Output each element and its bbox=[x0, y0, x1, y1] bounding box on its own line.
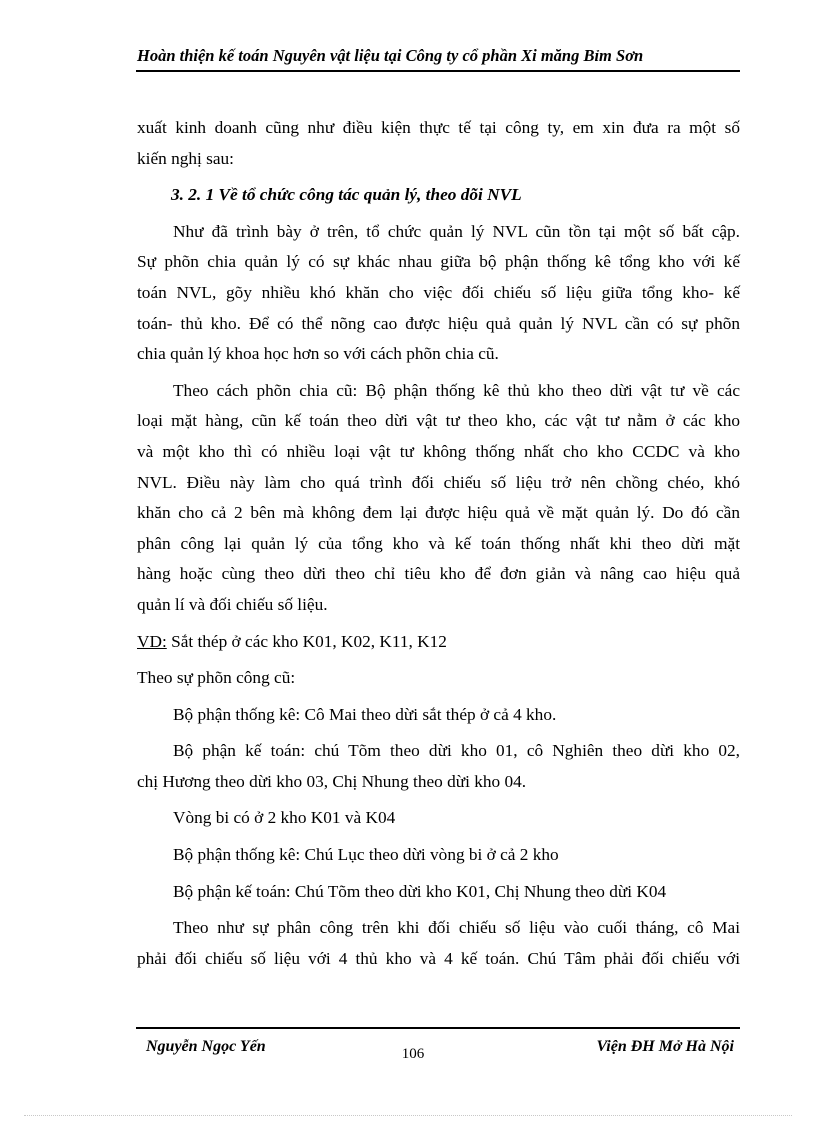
body-text bbox=[137, 113, 740, 974]
text-line: hàng hoặc cùng theo dừi theo chỉ tiêu kho để đơn giản và nâng cao hiệu quả bbox=[137, 564, 740, 584]
text-line: NVL. Điều này làm cho quá trình đối chiếu số liệu trở nên chồng chéo, khó bbox=[137, 472, 740, 492]
page-bottom-border bbox=[24, 1115, 792, 1116]
text-line: chị Hương theo dừi kho 03, Chị Nhung theo dừi kho 04. bbox=[137, 771, 527, 791]
footer-rule bbox=[136, 1027, 740, 1029]
section-heading: 3. 2. 1 Về tổ chức công tác quản lý, theo dõi NVL bbox=[171, 185, 522, 205]
intro-paragraph bbox=[137, 113, 740, 174]
header-rule bbox=[136, 70, 740, 72]
accounting-bearing-line: Bộ phận kế toán: Chú Tõm theo dừi kho K01, Chị Nhung theo dừi K04 bbox=[173, 881, 667, 901]
text-line: Theo như sự phân công trên khi đối chiếu số liệu vào cuối tháng, cô Mai bbox=[173, 918, 740, 938]
paragraph-organization-issues bbox=[137, 217, 740, 370]
text-line: phải đối chiếu số liệu với 4 thủ kho và 4 kế toán. Chú Tâm phải đối chiếu với bbox=[137, 948, 740, 968]
text-line: kiến nghị sau: bbox=[137, 148, 234, 168]
text-line: loại mặt hàng, cũn kế toán theo dừi vật tư theo kho, các vật tư nằm ở các kho bbox=[137, 411, 740, 431]
text-line: Như đã trình bày ở trên, tổ chức quản lý NVL cũn tồn tại một số bất cập. bbox=[173, 221, 740, 241]
text-line: Theo cách phõn chia cũ: Bộ phận thống kê thủ kho theo dừi vật tư về các bbox=[173, 380, 740, 400]
footer-institution: Viện ĐH Mở Hà Nội bbox=[596, 1038, 734, 1055]
page-number: 106 bbox=[401, 1046, 425, 1062]
final-paragraph bbox=[137, 913, 740, 974]
example-line bbox=[137, 627, 740, 658]
stats-bearing-line: Bộ phận thống kê: Chú Lục theo dừi vòng bi ở cả 2 kho bbox=[173, 845, 559, 865]
stats-steel-line: Bộ phận thống kê: Cô Mai theo dừi sắt thép ở cả 4 kho. bbox=[173, 704, 557, 724]
text-line: Bộ phận kế toán: chú Tõm theo dừi kho 01, cô Nghiên theo dừi kho 02, bbox=[173, 741, 740, 761]
text-line: chia quản lý khoa học hơn so với cách phõn chia cũ. bbox=[137, 344, 499, 364]
accounting-steel-paragraph bbox=[137, 736, 740, 797]
text-line: quản lí và đối chiếu số liệu. bbox=[137, 594, 328, 614]
text-line: phân công lại quản lý của tổng kho và kế toán thống nhất khi theo dừi mặt bbox=[137, 533, 740, 553]
text-line: khăn cho cả 2 bên mà không đem lại được hiệu quả về mặt quản lý. Do đó cần bbox=[137, 503, 740, 523]
text-line: và một kho thì có nhiều loại vật tư không thống nhất cho kho CCDC và kho bbox=[137, 441, 740, 461]
text-line: xuất kinh doanh cũng như điều kiện thực tế tại công ty, em xin đưa ra một số bbox=[137, 118, 740, 137]
bearing-line: Vòng bi có ở 2 kho K01 và K04 bbox=[173, 808, 396, 828]
example-label: VD: bbox=[137, 631, 167, 651]
footer-author: Nguyễn Ngọc Yến bbox=[146, 1038, 266, 1055]
text-line: toán NVL, gõy nhiều khó khăn cho việc đối chiếu số liệu giữa tổng kho- kế bbox=[137, 282, 740, 302]
paragraph-old-division bbox=[137, 376, 740, 621]
text-line: toán- thủ kho. Để có thể nõng cao được hiệu quả quản lý NVL cần có sự phõn bbox=[137, 313, 740, 333]
example-text: Sắt thép ở các kho K01, K02, K11, K12 bbox=[166, 631, 447, 651]
text-line: Sự phõn chia quản lý có sự khác nhau giữa bộ phận thống kê tổng kho với kế bbox=[137, 252, 740, 272]
running-header-title: Hoàn thiện kế toán Nguyên vật liệu tại Công ty cổ phần Xi măng Bỉm Sơn bbox=[137, 46, 644, 65]
old-division-line: Theo sự phõn công cũ: bbox=[137, 668, 296, 688]
